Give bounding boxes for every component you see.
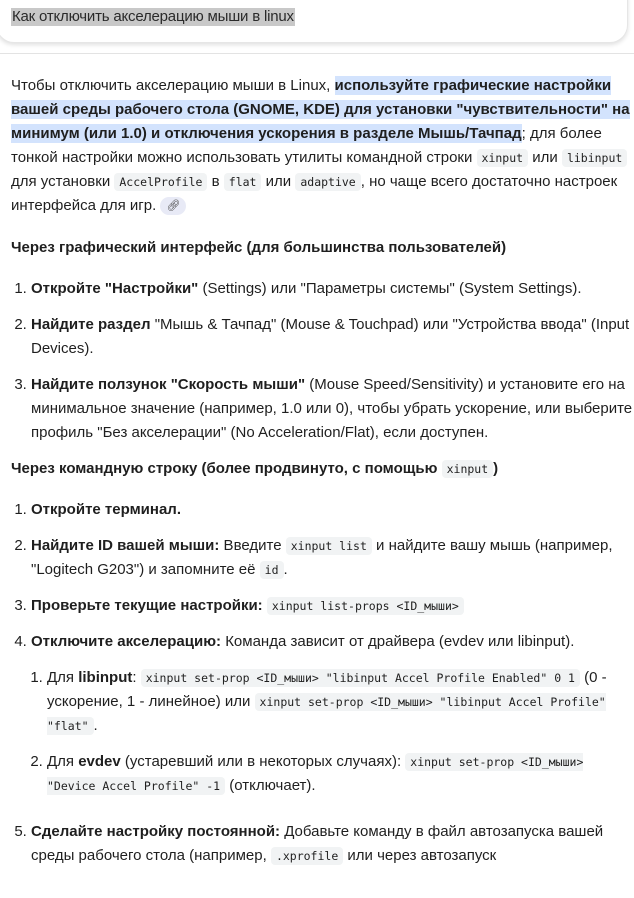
step-title: Откройте терминал.: [31, 501, 181, 518]
code-xinput: xinput: [442, 460, 494, 478]
step-title: Отключите акселерацию:: [31, 633, 222, 650]
code-list-props: xinput list-props <ID_мыши>: [267, 597, 464, 615]
intro-text: Чтобы отключить акселерацию мыши в Linux,: [11, 77, 335, 94]
source-link-button[interactable]: [160, 197, 186, 215]
gui-steps-list: [11, 277, 634, 445]
code-flat: flat: [224, 173, 262, 191]
step-title: Откройте "Настройки": [31, 280, 199, 297]
cli-steps-list: [11, 498, 634, 868]
search-query-box[interactable]: [0, 0, 628, 43]
step-text: Введите: [219, 537, 286, 554]
code-id: id: [260, 561, 284, 579]
code-libinput: libinput: [562, 149, 627, 167]
list-item: [31, 594, 634, 618]
highlighted-summary: используйте графические настройки вашей среды рабочего стола (GNOME, KDE) для установки "чувствительности" на минимум (или 1.0) и отключения ускорения в разделе Мышь/Тачпад: [11, 77, 630, 142]
step-title: Найдите ползунок "Скорость мыши": [31, 376, 306, 393]
code-adaptive: adaptive: [295, 173, 360, 191]
search-query-text: Как отключить акселерацию мыши в linux: [12, 8, 294, 25]
link-icon: 🔗︎: [166, 200, 181, 213]
list-item: [31, 820, 634, 868]
code-libinput-flat: xinput set-prop <ID_мыши> "libinput Accel Profile" "flat": [47, 695, 606, 733]
answer-content: [11, 74, 634, 880]
step-text: (0 - ускорение, 1 - линейное) или: [47, 669, 607, 710]
heading-text: ): [493, 460, 499, 477]
list-item: [47, 666, 634, 738]
step-title: Найдите раздел: [31, 316, 151, 333]
code-libinput-enabled: xinput set-prop <ID_мыши> "libinput Accel Profile Enabled" 0 1: [141, 669, 580, 687]
step-title: Сделайте настройку постоянной:: [31, 823, 281, 840]
step-text: Для: [47, 753, 79, 770]
step-text: (Settings) или "Параметры системы" (System Settings).: [198, 280, 582, 297]
code-xinput: xinput: [477, 149, 529, 167]
step-text: (Mouse Speed/Sensitivity) и установите его на минимальное значение (например, 1.0 или 0), чтобы убрать ускорение, или выберите профиль "Без акселерации" (No Acceleration/Flat), если доступен.: [31, 376, 633, 441]
driver-name: libinput: [78, 669, 133, 686]
step-text: или через автозапуск: [343, 847, 497, 864]
step-text: и найдите вашу мышь (например, "Logitech G203") и запомните её: [31, 537, 613, 578]
step-text: .: [283, 561, 288, 578]
code-xinput-list: xinput list: [286, 537, 372, 555]
intro-text: ; для более тонкой настройки можно использовать утилиты командной строки: [11, 125, 602, 166]
step-text: Для: [47, 669, 79, 686]
step-text: (устаревший или в некоторых случаях):: [120, 753, 406, 770]
step-text: Команда зависит от драйвера (evdev или libinput).: [221, 633, 575, 650]
list-item: [31, 630, 634, 798]
intro-text: или: [528, 149, 562, 166]
step-text: (отключает).: [225, 777, 316, 794]
list-item: [31, 277, 634, 301]
driver-name: evdev: [78, 753, 121, 770]
cli-section-heading: [11, 457, 634, 481]
intro-paragraph: [11, 74, 634, 218]
heading-text: Через командную строку (более продвинуто, с помощью: [11, 460, 442, 477]
list-item: [31, 534, 634, 582]
step-text: .: [93, 717, 98, 734]
driver-sublist: [31, 666, 634, 798]
step-text: :: [132, 669, 141, 686]
intro-text: , но чаще всего достаточно настроек интерфейса для игр.: [11, 173, 618, 214]
step-title: Найдите ID вашей мыши:: [31, 537, 220, 554]
intro-text: или: [261, 173, 296, 190]
gui-section-heading: Через графический интерфейс (для большинства пользователей): [11, 239, 507, 256]
list-item: [31, 313, 634, 361]
list-item: [31, 498, 634, 522]
step-title: Проверьте текущие настройки:: [31, 597, 263, 614]
code-accelprofile: AccelProfile: [114, 173, 207, 191]
list-item: [47, 750, 634, 798]
step-text: "Мышь & Тачпад" (Mouse & Touchpad) или "Устройства ввода" (Input Devices).: [31, 316, 630, 357]
list-item: [31, 373, 634, 445]
divider: [0, 53, 634, 54]
code-evdev: xinput set-prop <ID_мыши> "Device Accel Profile" -1: [47, 755, 584, 793]
code-xprofile: .xprofile: [271, 847, 343, 865]
intro-text: для установки: [11, 173, 115, 190]
intro-text: в: [207, 173, 224, 190]
step-text: Добавьте команду в файл автозапуска вашей среды рабочего стола (например,: [31, 823, 604, 864]
